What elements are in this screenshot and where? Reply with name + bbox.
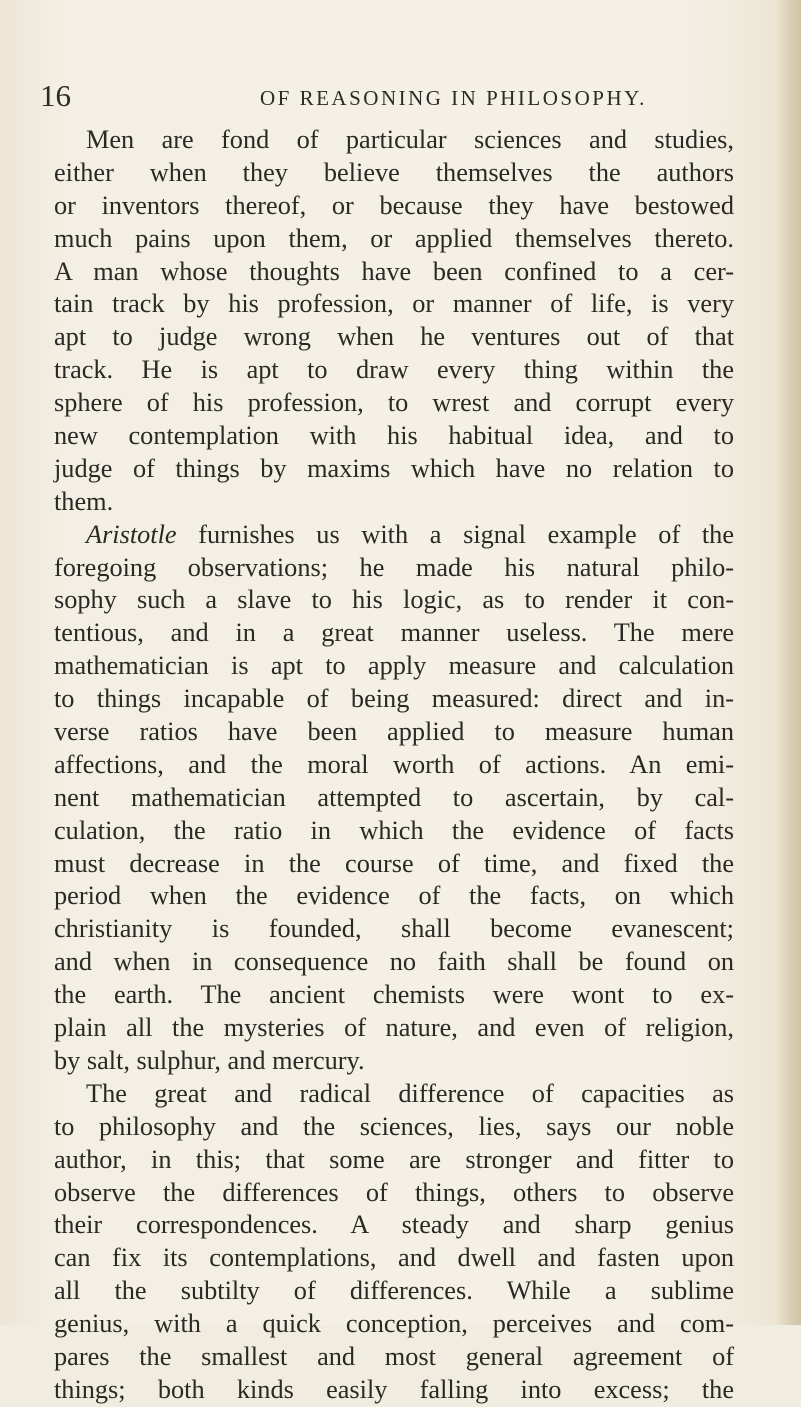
text-line: the earth. The ancient chemists were wont to ex- bbox=[54, 980, 734, 1010]
text-line: to philosophy and the sciences, lies, says our noble bbox=[54, 1111, 734, 1141]
text-line: A man whose thoughts have been confined to a cer- bbox=[54, 256, 734, 286]
text-line: all the subtilty of differences. While a sublime bbox=[54, 1276, 734, 1306]
text-line: author, in this; that some are stronger and fitter to bbox=[54, 1144, 734, 1174]
text-line: pares the smallest and most general agreement of bbox=[54, 1341, 734, 1371]
running-head bbox=[40, 78, 800, 114]
text-line: tain track by his profession, or manner of life, is very bbox=[54, 289, 734, 319]
text-line: culation, the ratio in which the evidence of facts bbox=[54, 815, 734, 845]
text-line: nent mathematician attempted to ascertain, by cal- bbox=[54, 782, 734, 812]
text-line: The great and radical difference of capacities as bbox=[86, 1078, 734, 1108]
running-title: OF REASONING IN PHILOSOPHY. bbox=[260, 86, 647, 110]
text-line: sphere of his profession, to wrest and corrupt every bbox=[54, 388, 734, 418]
text-line: to things incapable of being measured: direct and in- bbox=[54, 684, 734, 714]
text-line: or inventors thereof, or because they have bestowed bbox=[54, 190, 734, 220]
text-line: observe the differences of things, others to observe bbox=[54, 1177, 734, 1207]
text-line: mathematician is apt to apply measure and calculation bbox=[54, 651, 734, 681]
text-line: tentious, and in a great manner useless. The mere bbox=[54, 618, 734, 648]
text-line: by salt, sulphur, and mercury. bbox=[54, 1045, 365, 1075]
text-line: things; both kinds easily falling into excess; the bbox=[54, 1374, 734, 1404]
text-line: either when they believe themselves the authors bbox=[54, 157, 734, 187]
text-line: new contemplation with his habitual idea, and to bbox=[54, 421, 734, 451]
text-line: Men are fond of particular sciences and studies, bbox=[86, 125, 734, 154]
italic-name: Aristotle bbox=[86, 519, 177, 549]
text-line: them. bbox=[54, 486, 114, 516]
body-text bbox=[54, 124, 734, 1407]
text-line: sophy such a slave to his logic, as to render it con- bbox=[54, 585, 734, 615]
text-line: period when the evidence of the facts, on which bbox=[54, 881, 734, 911]
page-number: 16 bbox=[40, 78, 71, 113]
text-line: judge of things by maxims which have no relation to bbox=[54, 453, 734, 483]
text-line: much pains upon them, or applied themselves thereto. bbox=[54, 223, 734, 253]
text-line: their correspondences. A steady and sharp genius bbox=[54, 1210, 734, 1240]
text-line: apt to judge wrong when he ventures out of that bbox=[54, 322, 734, 352]
text-line: must decrease in the course of time, and fixed the bbox=[54, 848, 734, 878]
text-line: foregoing observations; he made his natural philo- bbox=[54, 552, 734, 582]
text-line bbox=[54, 519, 734, 552]
page-edge-shadow bbox=[775, 0, 801, 1325]
text-line: genius, with a quick conception, perceives and com- bbox=[54, 1309, 734, 1339]
text-line: and when in consequence no faith shall be found on bbox=[54, 947, 734, 977]
text-line: can fix its contemplations, and dwell and fasten upon bbox=[54, 1243, 734, 1273]
text-line: christianity is founded, shall become evanescent; bbox=[54, 914, 734, 944]
text-line: plain all the mysteries of nature, and even of religion, bbox=[54, 1013, 734, 1043]
text-line: verse ratios have been applied to measure human bbox=[54, 717, 734, 747]
text-line: track. He is apt to draw every thing within the bbox=[54, 355, 734, 385]
text-line: affections, and the moral worth of actions. An emi- bbox=[54, 749, 734, 779]
text-line-rest: furnishes us with a signal example of the bbox=[176, 519, 734, 549]
